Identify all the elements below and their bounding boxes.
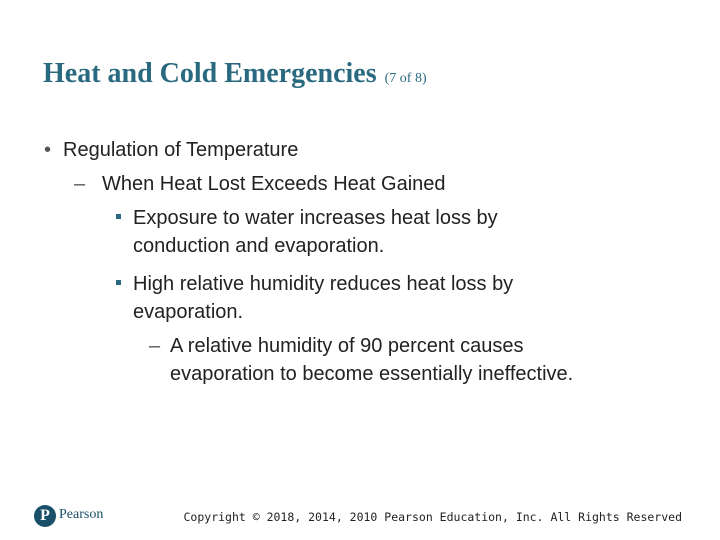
bullet-level3-b-line1: High relative humidity reduces heat loss by — [133, 273, 514, 295]
bullet-level3-a-line2: conduction and evaporation. — [133, 235, 385, 257]
dash-marker-icon: – — [74, 173, 86, 195]
copyright-notice: Copyright © 2018, 2014, 2010 Pearson Education, Inc. All Rights Reserved — [183, 510, 682, 524]
bullet-dot-icon: • — [44, 139, 52, 161]
pearson-logo-icon: P — [34, 505, 56, 527]
bullet-level2: When Heat Lost Exceeds Heat Gained — [102, 173, 446, 195]
bullet-level4-line1: A relative humidity of 90 percent causes — [170, 335, 524, 357]
dash-marker-icon: – — [149, 335, 161, 357]
pearson-logo — [34, 505, 114, 529]
square-bullet-icon — [116, 214, 121, 219]
bullet-level1: Regulation of Temperature — [63, 139, 299, 161]
pearson-logo-text: Pearson — [59, 507, 104, 522]
bullet-level4-line2: evaporation to become essentially ineffective. — [170, 363, 574, 385]
title-main: Heat and Cold Emergencies — [43, 58, 377, 89]
bullet-level3-b-line2: evaporation. — [133, 301, 244, 323]
title-page-indicator: (7 of 8) — [384, 71, 427, 86]
square-bullet-icon — [116, 280, 121, 285]
bullet-level3-a-line1: Exposure to water increases heat loss by — [133, 207, 498, 229]
